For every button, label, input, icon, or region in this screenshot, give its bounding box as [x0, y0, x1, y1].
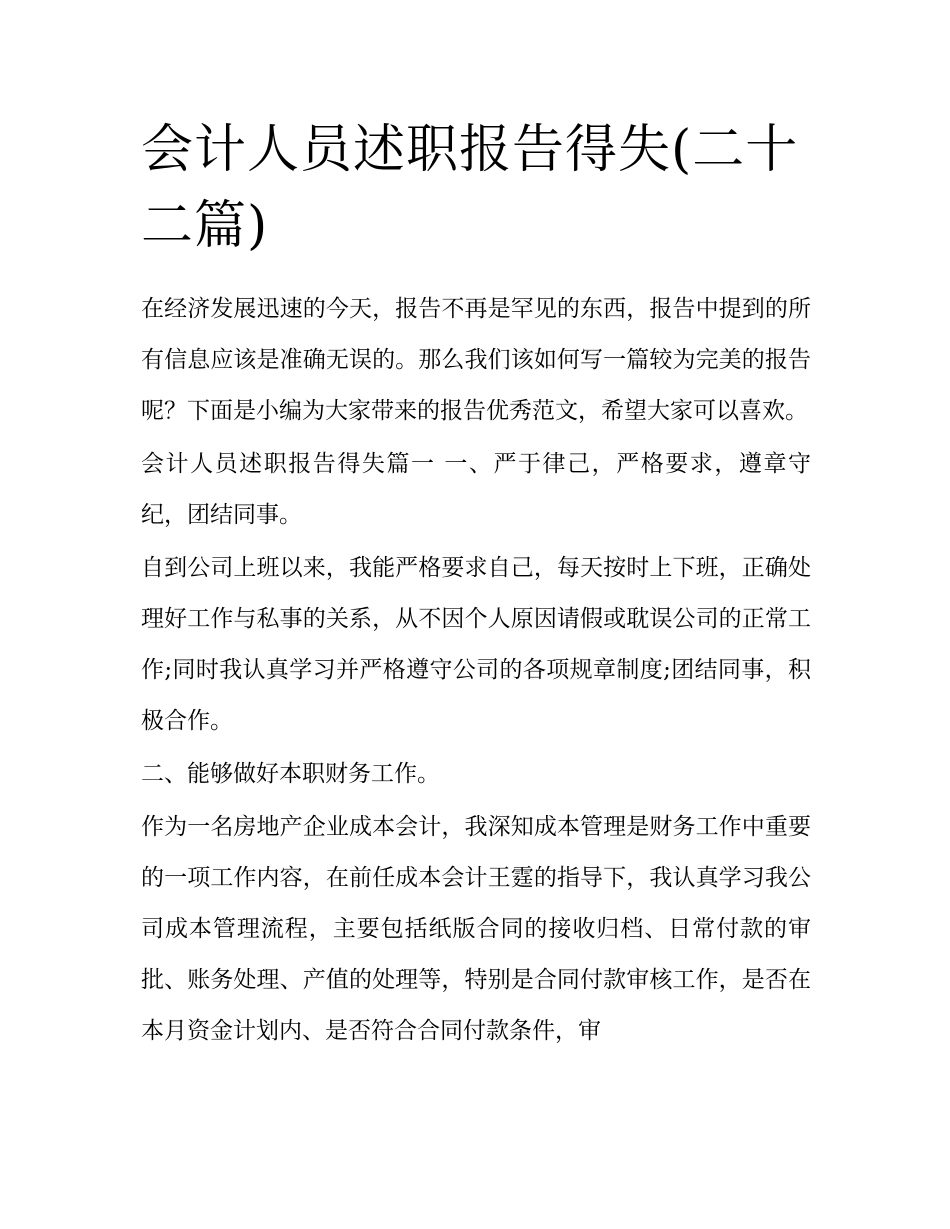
paragraph-discipline: 自到公司上班以来，我能严格要求自己，每天按时上下班，正确处理好工作与私事的关系，从不因个人原因请假或耽误公司的正常工作;同时我认真学习并严格遵守公司的各项规章制度;团结同事，积极合作。 — [141, 555, 811, 734]
document-page — [141, 112, 811, 1059]
document-title: 会计人员述职报告得失(二十二篇) — [141, 120, 799, 256]
document-body — [141, 284, 811, 1057]
paragraph-section-two-heading: 二、能够做好本职财务工作。 — [141, 761, 440, 787]
paragraph-intro: 在经济发展迅速的今天，报告不再是罕见的东西，报告中提到的所有信息应该是准确无误的。那么我们该如何写一篇较为完美的报告呢？下面是小编为大家带来的报告优秀范文，希望大家可以喜欢。 — [141, 296, 811, 424]
paragraph-cost-accounting: 作为一名房地产企业成本会计，我深知成本管理是财务工作中重要的一项工作内容，在前任成本会计王霆的指导下，我认真学习我公司成本管理流程，主要包括纸版合同的接收归档、日常付款的审批、账务处理、产值的处理等，特别是合同付款审核工作，是否在本月资金计划内、是否符合合同付款条件，审 — [141, 814, 811, 1044]
paragraph-section-one-heading: 会计人员述职报告得失篇一 一、严于律己，严格要求，遵章守纪，团结同事。 — [141, 451, 811, 528]
